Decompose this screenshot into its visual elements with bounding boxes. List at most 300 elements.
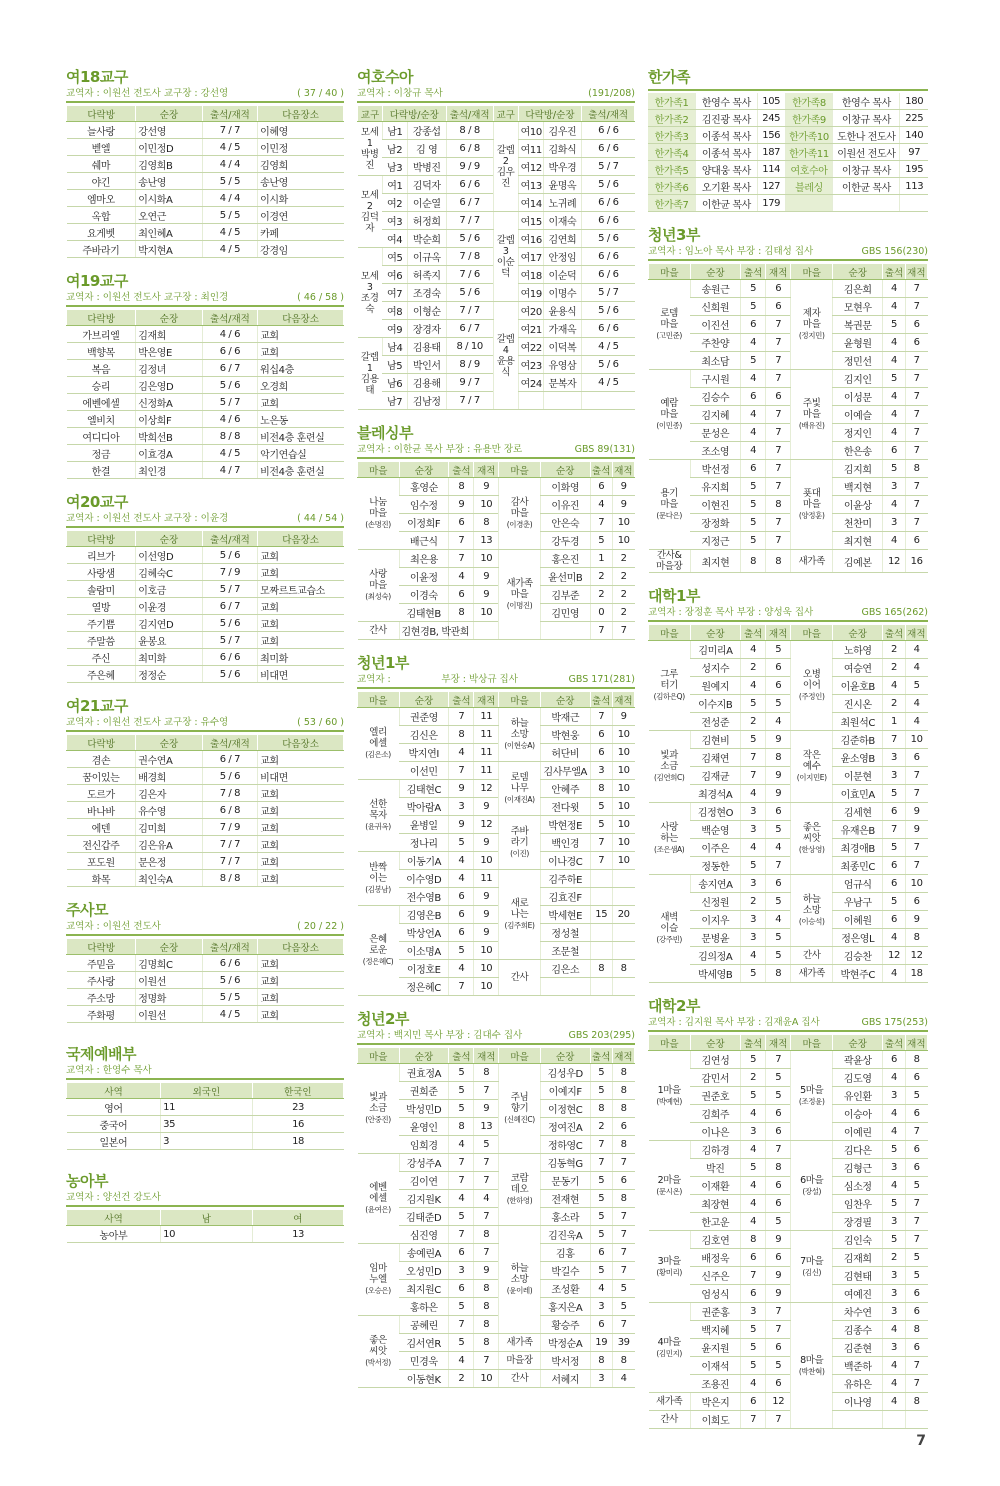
table-cell: 복권문 [833,316,883,334]
table-cell: 6 [590,1244,612,1262]
table-cell: 2 [741,1069,766,1087]
table-cell: 5 / 6 [202,768,257,785]
table-cell: 195 [900,161,928,178]
table-header: 다락방 [67,735,136,751]
table-cell: 박희선B [136,428,202,445]
table-row [358,1064,635,1082]
table-cell: 한영수 목사 [833,93,900,110]
table-cell: 여22 [518,338,543,356]
table-cell: 9 [612,708,634,726]
table-cell: 최경애B [833,839,883,857]
table-row [649,875,928,893]
table-cell: 5 / 7 [582,158,635,176]
table-cell: 김형근 [833,1159,883,1177]
table-cell: 4 [766,713,791,731]
table-cell: 워십4층 [258,360,344,377]
table-header: 재적 [474,692,499,708]
table-row [649,695,928,713]
table-cell: 오경희 [258,377,344,394]
table-cell: 7 [449,708,474,726]
table-row [67,326,344,343]
table-cell: 6 [741,1249,766,1267]
table-cell: 권효정A [399,1064,449,1082]
section-title: 주사모 [66,901,108,919]
table-cell: 8 [474,1334,499,1352]
table-cell: 8 [766,965,791,983]
table-cell: 영어 [67,1099,161,1116]
table-row [649,550,928,573]
group-cell: 갈렙 3 이순덕 [493,212,518,302]
table-row [358,568,635,586]
table-cell: 문복자 [543,374,582,392]
table-cell: 225 [900,110,928,127]
table-cell: 5 [590,798,612,816]
table-cell: 김주하E [540,870,590,888]
table-cell: 홍소라 [540,1208,590,1226]
table-cell: 6 / 6 [582,122,635,140]
table-cell: 박상언A [399,924,449,942]
table-cell: 4 [741,1105,766,1123]
univ2-section [648,997,928,1429]
table-cell: 곽윤상 [833,1051,883,1069]
table-cell: 이명수 [543,284,582,302]
table-row [67,241,344,258]
table-cell: 여23 [518,356,543,374]
table-cell: 5 [905,1087,927,1105]
table-header: 마을 [649,264,691,280]
table-cell: 남7 [382,392,407,410]
table-cell: 5 / 7 [202,394,257,411]
table-cell: 5 [741,1159,766,1177]
table-row [67,955,344,972]
table-cell: 3 [741,821,766,839]
table-cell: 심진영 [399,1226,449,1244]
table-cell: 4 [883,1375,905,1393]
table-cell: 8 [905,1321,927,1339]
table-cell [612,978,634,996]
table-cell: 이순덕 [543,266,582,284]
table-cell: 정정순 [136,666,202,683]
table-cell: 9 [474,834,499,852]
table-cell: 정여진A [540,1118,590,1136]
table-cell: 8 / 8 [202,870,257,887]
table-cell: 3 [590,1370,612,1388]
table-cell: 가브리엘 [67,326,136,343]
table-cell: 모현우 [833,298,883,316]
table-cell: 9 / 7 [446,374,493,392]
table-cell: 김채연 [690,749,740,767]
table-cell: 이종석 목사 [696,127,758,144]
table-cell: 5 / 5 [202,173,257,190]
table-cell: 9 [766,1285,791,1303]
table-cell: 신정원 [690,893,740,911]
table-header: 순장 [136,735,202,751]
table-cell: 4 [883,406,905,424]
table-cell: 김부준 [540,586,590,604]
table-cell [590,924,612,942]
table-cell: 백지혜 [690,1321,740,1339]
table-cell: 김재균 [690,767,740,785]
table-cell: 남3 [382,158,407,176]
table-cell: 8 [905,1393,927,1411]
table-cell: 5 / 6 [202,615,257,632]
table-cell: 9 [766,731,791,749]
table-cell: 이윤상 [833,496,883,514]
table-cell: 4 [883,1177,905,1195]
table-header: 출석/재적 [446,106,493,122]
table-cell: 이수지B [690,695,740,713]
table-cell: 6 / 7 [202,751,257,768]
table-cell: 7 [766,1411,791,1429]
table-cell: 노은동 [258,411,344,428]
table-cell: 이윤경 [136,598,202,615]
group-cell: 간사 [358,622,400,640]
table-row [67,836,344,853]
section-subtitle: 교역자 : 이한균 목사 부장 : 유용만 장로 GBS 89(131) [357,443,635,459]
section-title: 청년1부 [357,654,409,672]
table-cell: 6 [449,1280,474,1298]
table-cell: 4 / 5 [582,374,635,392]
table-row [67,785,344,802]
section-subtitle: 교역자 : 이원선 전도사 교구장 : 최인경 ( 46 / 58 ) [66,291,344,307]
table-cell: 4 [883,677,905,695]
table-cell: 이민정 [258,139,344,156]
table-cell: 6 [766,677,791,695]
section-title: 여21교구 [66,697,128,715]
table-cell: 6 [741,388,766,406]
table-cell: 박길수 [540,1262,590,1280]
table-cell: 7 [905,1375,927,1393]
table-cell: 9 [766,1267,791,1285]
table-row [649,1375,928,1393]
table-row [67,598,344,615]
table-cell: 10 [612,514,634,532]
table-row [648,178,928,195]
table-cell: 6 [883,857,905,875]
table-cell: 16 [905,550,927,573]
table-cell: 엄규식 [833,875,883,893]
table-cell: 7 [474,1172,499,1190]
table-cell: 교회 [258,632,344,649]
table-cell: 5 [905,1267,927,1285]
table-cell: 5 [590,532,612,550]
table-cell: 박성민D [399,1100,449,1118]
group-cell: 간사 [791,947,833,965]
section-title: 청년2부 [357,1010,409,1028]
table-cell: 박진 [690,1159,740,1177]
table-cell: 6 [766,388,791,406]
table-cell: 7 [766,1141,791,1159]
table-cell: 윤지원 [690,1339,740,1357]
table-cell: 여18 [518,266,543,284]
table-cell: 승리 [67,377,136,394]
section-title: 농아부 [66,1172,108,1190]
table-cell: 3 [883,1087,905,1105]
table-cell: 김정현O [690,803,740,821]
deaf-section [66,1172,344,1243]
table-cell: 문동기 [540,1172,590,1190]
table-cell: 179 [757,195,785,212]
table-cell: 한가족8 [785,93,833,110]
table-cell: 박현웅 [540,726,590,744]
table-cell: 5 [590,1172,612,1190]
table-cell: 이예린 [833,1123,883,1141]
table-row [67,173,344,190]
section-title: 여호수아 [357,68,413,86]
table-cell: 바나바 [67,802,136,819]
table-row [649,1159,928,1177]
table-cell: 이예슬 [833,406,883,424]
table-cell: 6 / 6 [202,649,257,666]
district-section [66,272,344,479]
table-cell: 5 [741,695,766,713]
table-cell: 8 [449,1118,474,1136]
table-cell: 유수영 [136,802,202,819]
group-cell: 하늘 소망 (이승석) [791,875,833,947]
table-cell: 8 [590,960,612,978]
district-section [66,493,344,683]
table-cell: 양대웅 목사 [696,161,758,178]
table-header: 재적 [905,1035,927,1051]
table-cell: 4 [883,1321,905,1339]
table-row [358,586,635,604]
table-cell: 김우진 [543,122,582,140]
table-cell: 권준영 [399,708,449,726]
table-cell: 5 [883,1195,905,1213]
table-cell: 5 [741,298,766,316]
table-row [358,550,635,568]
table-header: 다음장소 [258,106,344,122]
table-row [358,532,635,550]
table-header: 마을 [791,264,833,280]
table-row [649,785,928,803]
section-table [66,309,344,479]
section-title: 여18교구 [66,68,128,86]
table-cell: 7 [449,532,474,550]
table-row [358,708,635,726]
table-cell: 백지현 [833,478,883,496]
table-cell: 이수영D [399,870,449,888]
table-cell: 임찬우 [833,1195,883,1213]
table-cell: 12 [766,1393,791,1411]
table-cell: 7 [766,1321,791,1339]
table-cell: 3 [161,1133,252,1150]
table-cell: 에벤에셀 [67,394,136,411]
table-cell: 민경욱 [399,1352,449,1370]
table-cell: 7 [905,406,927,424]
section-table [648,263,928,573]
table-cell: 3 [883,767,905,785]
table-cell: 김진광 목사 [696,110,758,127]
table-cell: 주은혜 [67,666,136,683]
group-cell: 4마을 (김민지) [649,1303,691,1393]
table-cell: 6 [883,911,905,929]
table-cell: 비전4층 훈련실 [258,462,344,479]
table-cell: 김신은 [399,726,449,744]
table-cell: 주찬양 [690,334,740,352]
section-table [66,1082,344,1150]
table-cell [518,392,543,410]
section-table [357,1047,635,1388]
table-cell: 7 [905,388,927,406]
table-cell: 허족지 [407,266,446,284]
table-cell: 오기환 목사 [696,178,758,195]
table-cell: 5 / 6 [582,176,635,194]
table-row [67,547,344,564]
section-title: 여19교구 [66,272,128,290]
table-cell: 4 [741,785,766,803]
table-cell: 이현진 [690,496,740,514]
group-cell: 주님 향기 (신혜진C) [499,1064,541,1154]
table-header: 출석 [449,692,474,708]
table-cell: 에덴 [67,819,136,836]
table-cell: 진시온 [833,695,883,713]
group-cell: 6마을 (장설) [791,1141,833,1231]
table-header: 마을 [358,1048,400,1064]
table-cell: 배경희 [136,768,202,785]
table-cell: 교회 [258,615,344,632]
table-cell: 3 [883,1213,905,1231]
table-cell: 6 [883,803,905,821]
intl-section [66,1045,344,1150]
table-header: 마을 [358,692,400,708]
group-cell: 빛과 소금 (안중진) [358,1064,400,1154]
table-row [649,1141,928,1159]
table-header: 재적 [612,1048,634,1064]
table-cell: 5 [449,1064,474,1082]
table-cell: 8 [612,960,634,978]
table-row [358,1082,635,1100]
table-cell: 7 [741,1267,766,1285]
table-cell: 여13 [518,176,543,194]
table-cell: 5 [905,1249,927,1267]
table-cell: 8 [612,1352,634,1370]
table-cell: 문은정 [136,853,202,870]
table-cell: 서혜지 [540,1370,590,1388]
table-cell [900,195,928,212]
table-cell: 7 [766,442,791,460]
table-header: 외국인 [161,1083,252,1099]
table-cell: 교회 [258,836,344,853]
table-cell: 이혜원 [833,911,883,929]
table-cell: 5 [741,1087,766,1105]
table-cell: 김용태 [407,338,446,356]
table-row [358,744,635,762]
table-row [649,514,928,532]
table-row [358,870,635,888]
table-cell: 야긴 [67,173,136,190]
table-cell: 여4 [382,230,407,248]
table-cell: 5 [766,947,791,965]
table-cell: 박선정 [690,460,740,478]
table-cell: 10 [905,875,927,893]
table-cell: 10 [474,960,499,978]
table-cell: 노하영 [833,641,883,659]
table-cell: 최인경 [136,462,202,479]
table-cell: 8 [766,496,791,514]
table-cell: 박서정 [540,1352,590,1370]
table-cell: 9 / 9 [446,158,493,176]
table-cell: 김준현 [833,1339,883,1357]
table-cell: 8 [474,1298,499,1316]
table-header: 순장 [540,462,590,478]
table-header: 출석/재적 [582,106,635,122]
table-cell: 4 / 6 [202,411,257,428]
table-cell: 이덕복 [543,338,582,356]
table-cell: 5 [766,1069,791,1087]
table-cell: 6 [766,1177,791,1195]
table-cell: 9 [612,478,634,496]
table-cell: 0 [590,604,612,622]
table-cell: 전성준 [690,713,740,731]
table-cell: 4 [883,965,905,983]
table-cell: 114 [757,161,785,178]
table-header: 순장 [399,692,449,708]
table-cell: 일본어 [67,1133,161,1150]
table-cell: 9 [449,816,474,834]
table-header: 출석/재적 [202,531,257,547]
table-cell: 한가족3 [648,127,696,144]
table-cell [543,392,582,410]
group-cell: 로뎀 나무 (이재진A) [499,762,541,816]
table-cell: 2 [590,568,612,586]
table-cell: 최인숙A [136,870,202,887]
table-cell: 6 [766,280,791,298]
table-cell: 배정욱 [690,1249,740,1267]
table-cell: 8 [474,514,499,532]
table-cell: 신정화A [136,394,202,411]
table-cell: 6 [905,1105,927,1123]
table-cell: 3 [741,929,766,947]
table-cell: 10 [612,780,634,798]
table-cell: 12 [883,947,905,965]
table-cell: 7 [905,857,927,875]
table-cell: 박정순A [540,1334,590,1352]
table-header: 순장 [833,625,883,641]
table-cell [590,942,612,960]
table-cell: 윤형원 [833,334,883,352]
table-cell: 이윤정 [399,568,449,586]
table-row [649,1411,928,1429]
table-cell: 리브가 [67,547,136,564]
table-cell: 9 [449,496,474,514]
table-cell: 송난영 [258,173,344,190]
table-cell: 4 [449,1352,474,1370]
table-row [649,821,928,839]
univ1-section [648,587,928,983]
table-cell: 송예린A [399,1244,449,1262]
table-cell: 심소정 [833,1177,883,1195]
section-subtitle: 교역자 : 양선건 강도사 [66,1191,344,1207]
table-cell: 11 [474,708,499,726]
table-cell: 7 [766,532,791,550]
section-subtitle: 교역자 : 김지원 목사 부장 : 김재윤A 집사 GBS 175(253) [648,1016,928,1032]
table-row [358,1208,635,1226]
section-subtitle: 교역자 : 백지민 목사 부장 : 김대수 집사 GBS 203(295) [357,1029,635,1045]
table-cell: 4 / 5 [202,1006,257,1023]
table-cell: 9 [766,1231,791,1249]
table-cell: 4 [612,1370,634,1388]
table-cell: 이형순 [407,302,446,320]
table-cell: 7 / 8 [202,785,257,802]
table-cell: 8 [590,1352,612,1370]
table-cell: 김은소 [540,960,590,978]
table-cell: 6 [766,298,791,316]
table-cell: 6 / 8 [202,802,257,819]
section-subtitle: 교역자 : 한영수 목사 [66,1064,344,1080]
table-cell: 최장현 [690,1195,740,1213]
table-cell: 7 [905,478,927,496]
